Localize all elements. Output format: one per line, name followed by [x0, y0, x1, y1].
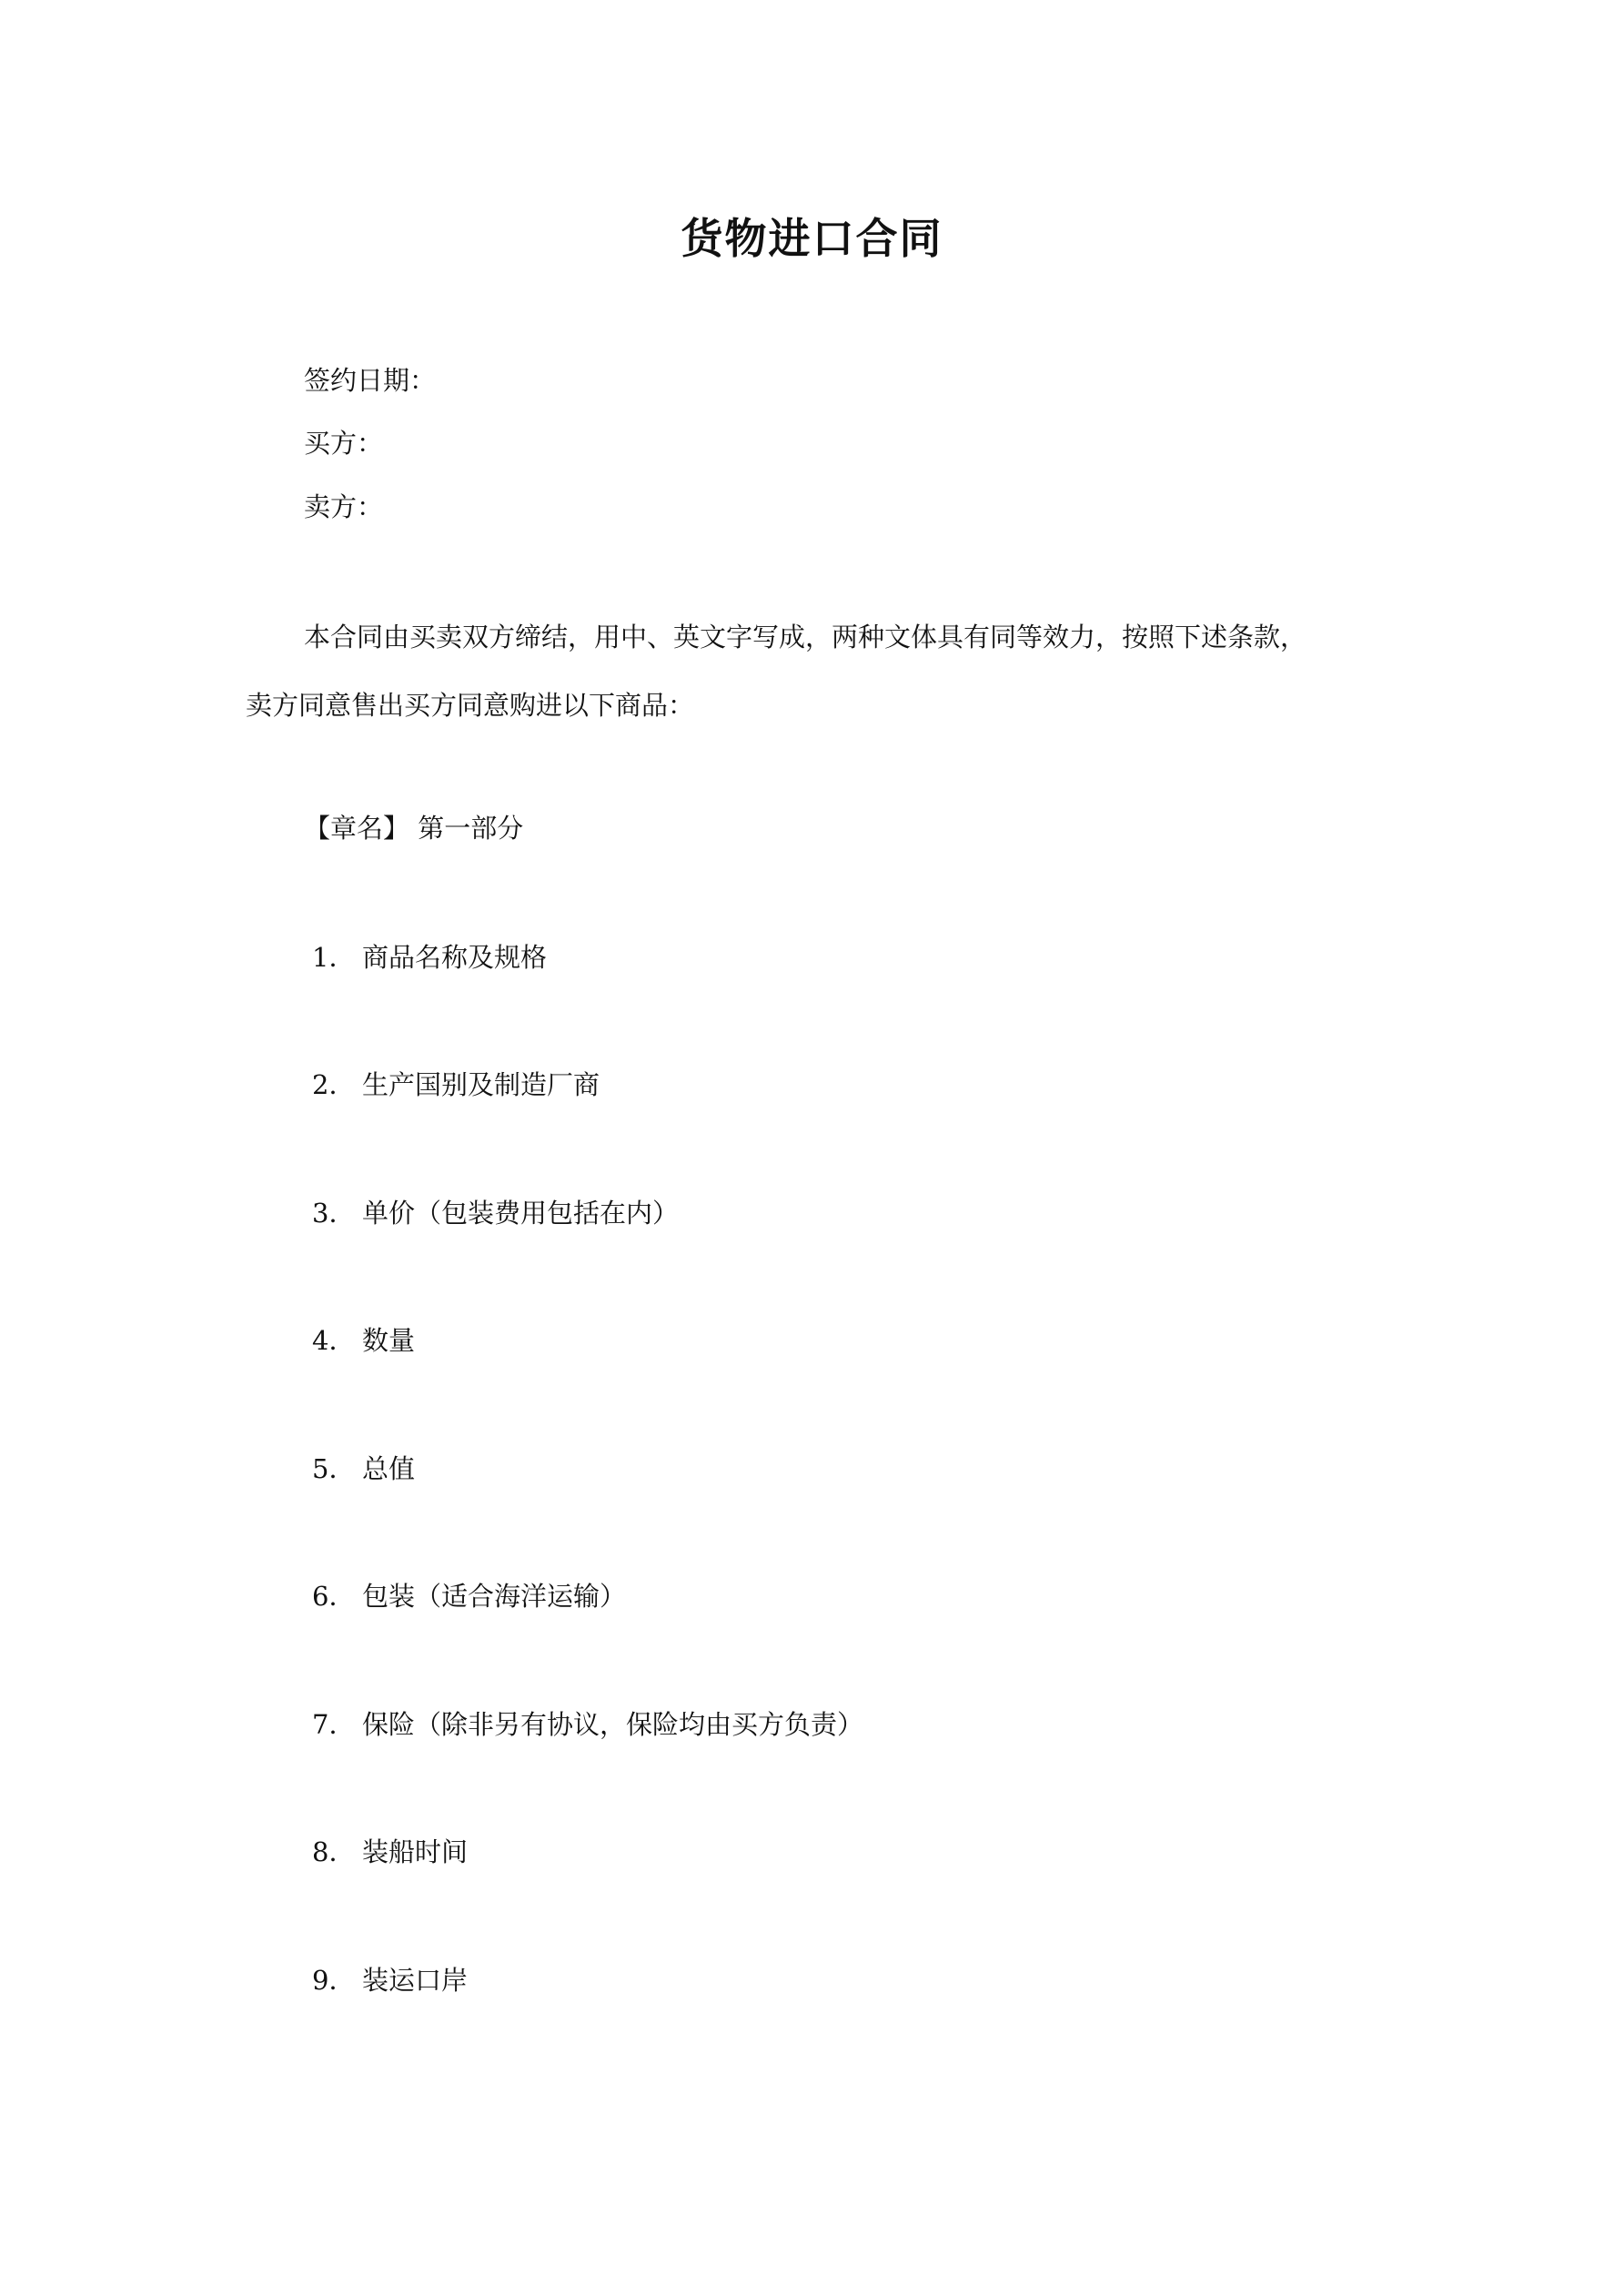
- item-number: 3．: [312, 1198, 356, 1229]
- list-item: [312, 1195, 679, 1231]
- list-item: [312, 1451, 415, 1487]
- item-text: 生产国别及制造厂商: [362, 1069, 600, 1100]
- item-number: 1．: [312, 942, 356, 973]
- item-number: 9．: [312, 1965, 356, 1996]
- document-title: 货物进口合同: [681, 214, 943, 263]
- list-item: [312, 1322, 415, 1359]
- chapter-heading: 【章名】 第一部分: [304, 813, 524, 844]
- item-text: 包装（适合海洋运输）: [362, 1581, 627, 1612]
- item-text: 数量: [362, 1325, 416, 1356]
- signing-date-label: 签约日期：: [304, 365, 437, 396]
- seller-label: 卖方：: [304, 491, 384, 522]
- item-number: 6．: [312, 1581, 356, 1612]
- item-number: 8．: [312, 1836, 356, 1867]
- list-item: [312, 1962, 468, 1998]
- buyer-label: 买方：: [304, 428, 384, 459]
- list-item: [312, 1834, 468, 1870]
- item-number: 2．: [312, 1069, 356, 1100]
- item-text: 装船时间: [362, 1836, 469, 1867]
- item-number: 7．: [312, 1709, 356, 1740]
- item-number: 5．: [312, 1453, 356, 1484]
- item-text: 装运口岸: [362, 1965, 469, 1996]
- item-text: 商品名称及规格: [362, 942, 548, 973]
- list-item: [312, 1578, 626, 1614]
- list-item: [312, 1706, 863, 1743]
- list-item: [312, 1067, 600, 1103]
- item-text: 单价（包装费用包括在内）: [362, 1198, 680, 1229]
- item-text: 总值: [362, 1453, 416, 1484]
- list-item: [312, 939, 547, 976]
- intro-paragraph-line-1: 本合同由买卖双方缔结，用中、英文字写成，两种文体具有同等效力，按照下述条款，: [304, 622, 1307, 652]
- item-text: 保险（除非另有协议，保险均由买方负责）: [362, 1709, 864, 1740]
- item-number: 4．: [312, 1325, 356, 1356]
- intro-paragraph-line-2: 卖方同意售出买方同意购进以下商品：: [246, 690, 695, 721]
